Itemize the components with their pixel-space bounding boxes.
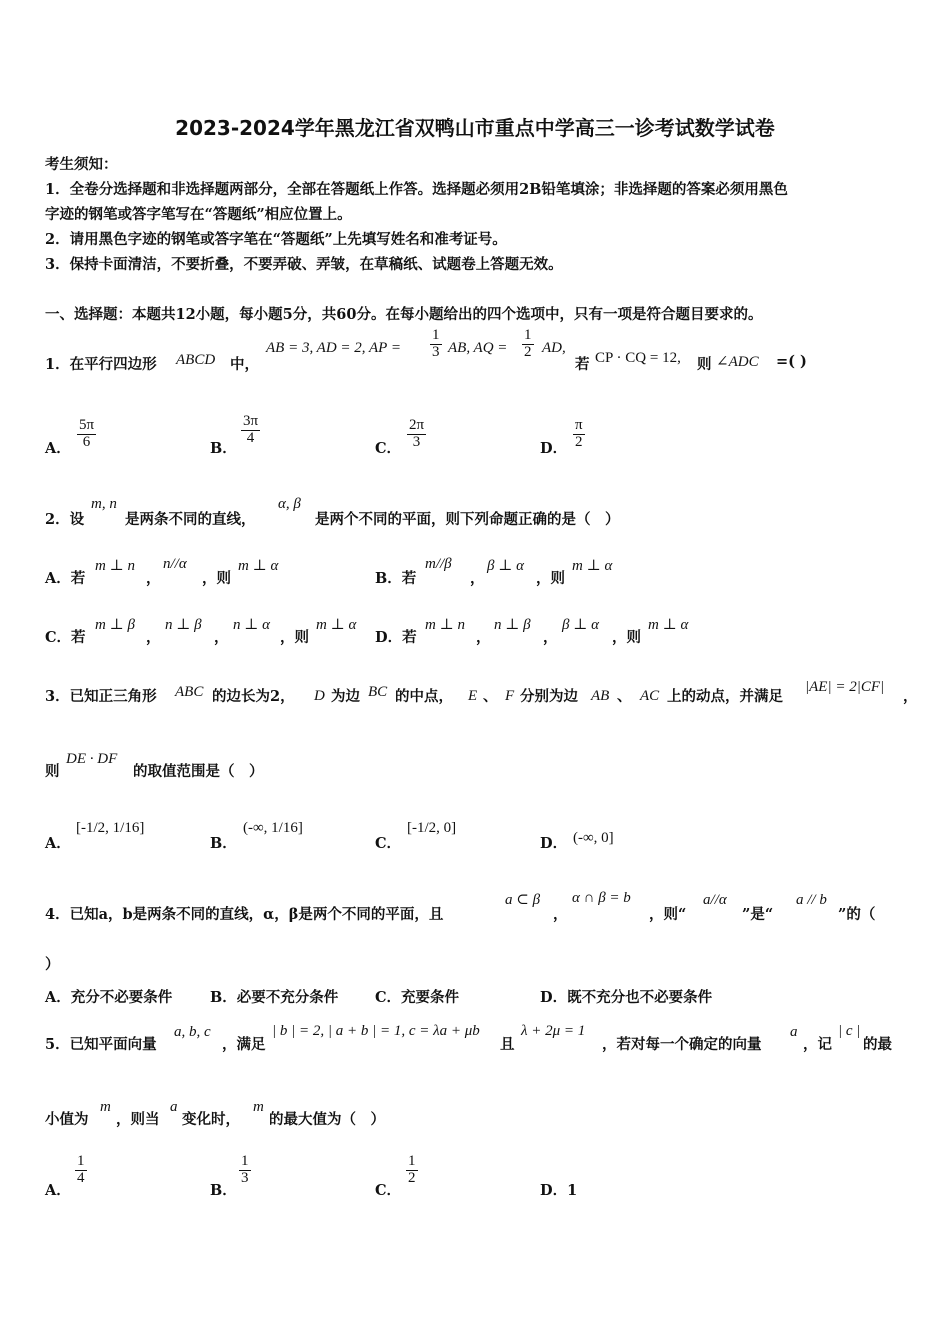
q3-stem-1: 3．已知正三角形: [45, 688, 157, 705]
q2-a-comma-1: ，: [146, 570, 161, 587]
q3-ac: AC: [640, 688, 660, 704]
q1-option-c-label[interactable]: C．: [375, 440, 402, 457]
q3-option-c-value[interactable]: [-1/2, 0]: [407, 820, 457, 836]
notice-heading: 考生须知：: [45, 156, 118, 173]
q1-ruo: 若: [575, 356, 590, 373]
q2-c-then: ，则: [280, 629, 309, 646]
q2-c-comma-2: ，: [214, 629, 229, 646]
q2-b-math-1: m//β: [425, 556, 452, 572]
q5-stem-4: ，若对每一个确定的向量: [602, 1036, 762, 1053]
q4-option-d[interactable]: D．既不充分也不必要条件: [540, 989, 713, 1006]
q2-mn: m, n: [91, 496, 117, 512]
q5-option-b-label[interactable]: B．: [210, 1182, 237, 1199]
q3-stem-5: 、: [483, 688, 498, 705]
q3-condition: |AE| = 2|CF|: [805, 679, 885, 695]
q5-stem-7: 小值为: [45, 1111, 89, 1128]
q3-stem-6: 分别为边: [520, 688, 578, 705]
q5-abs-c: | c |: [838, 1023, 861, 1039]
q2-stem-b: 是两条不同的直线，: [125, 511, 256, 528]
q5-stem-2: ，满足: [222, 1036, 266, 1053]
q2-option-c[interactable]: C．若: [45, 629, 86, 646]
q1-option-a-value[interactable]: $\frac{5\pi}{6}$: [79, 417, 95, 450]
q5-option-d[interactable]: D．1: [540, 1182, 578, 1199]
q3-stem-9: ，: [903, 688, 918, 705]
q3-option-c-label[interactable]: C．: [375, 835, 402, 852]
q2-b-math-2: β ⊥ α: [487, 558, 524, 574]
q4-stem-4: ”是“: [742, 906, 774, 923]
q1-ze: 则: [697, 356, 712, 373]
page-title: 2023-2024学年黑龙江省双鸭山市重点中学高三一诊考试数学试卷: [175, 116, 775, 140]
q3-stem-11: 的取值范围是（ ）: [133, 763, 264, 780]
q4-math-2: α ∩ β = b: [572, 890, 631, 906]
q4-stem-5: ”的（: [838, 906, 876, 923]
q1-dot-condition: CP · CQ = 12,: [595, 350, 681, 366]
q2-d-comma-2: ，: [543, 629, 558, 646]
q1-cond-a: AB = 3, AD = 2, AP =: [266, 340, 401, 356]
notice-line-2: 2．请用黑色字迹的钢笔或答字笔在“答题纸”上先填写姓名和准考证号。: [45, 231, 507, 248]
q1-tail: =( ): [776, 353, 807, 370]
q4-math-4: a // b: [796, 892, 827, 908]
q2-a-math-3: m ⊥ α: [238, 558, 279, 574]
q4-math-1: a ⊂ β: [505, 892, 541, 908]
q2-option-d[interactable]: D．若: [375, 629, 417, 646]
notice-line-3: 3．保持卡面清洁，不要折叠，不要弄破、弄皱，在草稿纸、试题卷上答题无效。: [45, 256, 563, 273]
q3-option-d-label[interactable]: D．: [540, 835, 568, 852]
q2-d-then: ，则: [612, 629, 641, 646]
q5-a2: a: [170, 1099, 178, 1115]
q2-c-math-4: m ⊥ α: [316, 617, 357, 633]
q5-option-c-value[interactable]: $\frac{1}{2}$: [408, 1153, 416, 1186]
q3-ab: AB: [591, 688, 610, 704]
q1-fraction-2: $\frac{1}{2}$: [524, 327, 532, 360]
q3-bc: BC: [368, 684, 388, 700]
q3-option-b-label[interactable]: B．: [210, 835, 237, 852]
q2-d-math-2: n ⊥ β: [494, 617, 531, 633]
q3-dot-product: DE · DF: [66, 751, 118, 767]
q3-option-a-label[interactable]: A．: [45, 835, 71, 852]
q2-c-math-3: n ⊥ α: [233, 617, 270, 633]
q1-cond-b: AB, AQ =: [448, 340, 508, 356]
q2-d-comma-1: ，: [476, 629, 491, 646]
q5-option-a-value[interactable]: $\frac{1}{4}$: [77, 1153, 85, 1186]
q3-stem-10: 则: [45, 763, 60, 780]
q2-d-math-4: m ⊥ α: [648, 617, 689, 633]
q3-option-d-value[interactable]: (-∞, 0]: [573, 830, 614, 846]
q3-d: D: [314, 688, 325, 704]
q5-condition: | b | = 2, | a + b | = 1, c = λa + μb: [272, 1023, 480, 1039]
q4-option-a[interactable]: A．充分不必要条件: [45, 989, 173, 1006]
q3-f: F: [505, 688, 515, 704]
q5-stem-10: 的最大值为（ ）: [269, 1111, 385, 1128]
q2-b-comma-1: ，: [470, 570, 485, 587]
q5-stem-3: 且: [500, 1036, 515, 1053]
q4-stem-2: ，: [553, 906, 568, 923]
q3-option-a-value[interactable]: [-1/2, 1/16]: [76, 820, 145, 836]
q1-option-d-value[interactable]: $\frac{\pi}{2}$: [575, 417, 583, 450]
q2-option-a[interactable]: A．若: [45, 570, 86, 587]
q1-option-c-value[interactable]: $\frac{2\pi}{3}$: [409, 417, 425, 450]
q1-abcd: ABCD: [176, 352, 216, 368]
q5-option-c-label[interactable]: C．: [375, 1182, 402, 1199]
q3-stem-3: 为边: [331, 688, 360, 705]
q4-math-3: a//α: [703, 892, 727, 908]
q2-b-then: ，则: [536, 570, 565, 587]
q5-condition-2: λ + 2μ = 1: [521, 1023, 586, 1039]
q5-m: m: [100, 1099, 111, 1115]
q4-option-c[interactable]: C．充要条件: [375, 989, 460, 1006]
q4-stem-1: 4．已知a，b是两条不同的直线，α，β是两个不同的平面，且: [45, 906, 444, 923]
q2-stem-c: 是两个不同的平面，则下列命题正确的是（ ）: [315, 511, 620, 528]
q2-c-math-2: n ⊥ β: [165, 617, 202, 633]
q1-option-a-label[interactable]: A．: [45, 440, 71, 457]
q1-option-d-label[interactable]: D．: [540, 440, 568, 457]
q5-stem-6: 的最: [863, 1036, 892, 1053]
q1-zhong: 中，: [230, 356, 259, 373]
q2-c-math-1: m ⊥ β: [95, 617, 135, 633]
q2-d-math-3: β ⊥ α: [562, 617, 599, 633]
q1-fraction-1: $\frac{1}{3}$: [432, 327, 440, 360]
q5-option-b-value[interactable]: $\frac{1}{3}$: [241, 1153, 249, 1186]
q5-stem-5: ，记: [803, 1036, 832, 1053]
q2-option-b[interactable]: B．若: [375, 570, 417, 587]
q4-stem-6: ）: [45, 956, 60, 973]
q3-stem-4: 的中点，: [395, 688, 453, 705]
q4-stem-3: ，则“: [649, 906, 687, 923]
q5-vectors: a, b, c: [174, 1024, 211, 1040]
q3-stem-8: 上的动点，并满足: [667, 688, 783, 705]
q5-a: a: [790, 1024, 798, 1040]
q1-stem: 1．在平行四边形: [45, 356, 157, 373]
q1-option-b-value[interactable]: $\frac{3\pi}{4}$: [243, 413, 259, 446]
q5-m2: m: [253, 1099, 264, 1115]
q2-alpha-beta: α, β: [278, 496, 301, 512]
q1-angle: ∠ADC: [716, 354, 759, 370]
q3-e: E: [468, 688, 478, 704]
q1-cond-c: AD,: [542, 340, 566, 356]
q3-stem-2: 的边长为2，: [212, 688, 295, 705]
q5-stem-8: ，则当: [116, 1111, 160, 1128]
q1-option-b-label[interactable]: B．: [210, 440, 237, 457]
q3-abc: ABC: [175, 684, 204, 700]
q3-stem-7: 、: [617, 688, 632, 705]
q2-d-math-1: m ⊥ n: [425, 617, 465, 633]
section-heading: 一、选择题：本题共12小题，每小题5分，共60分。在每小题给出的四个选项中，只有一项是符合题目要求的。: [45, 306, 763, 323]
notice-line-1b: 字迹的钢笔或答字笔写在“答题纸”相应位置上。: [45, 206, 352, 223]
q3-option-b-value[interactable]: (-∞, 1/16]: [243, 820, 303, 836]
q4-option-b[interactable]: B．必要不充分条件: [210, 989, 339, 1006]
notice-line-1a: 1．全卷分选择题和非选择题两部分，全部在答题纸上作答。选择题必须用2B铅笔填涂；非选择题的答案必须用黑色: [45, 181, 788, 198]
q5-stem-9: 变化时，: [182, 1111, 240, 1128]
q2-a-then: ，则: [202, 570, 231, 587]
q5-option-a-label[interactable]: A．: [45, 1182, 71, 1199]
q2-b-math-3: m ⊥ α: [572, 558, 613, 574]
q5-stem-1: 5．已知平面向量: [45, 1036, 157, 1053]
q2-stem-a: 2．设: [45, 511, 85, 528]
q2-a-math-2: n//α: [163, 556, 187, 572]
q2-a-math-1: m ⊥ n: [95, 558, 135, 574]
q2-c-comma-1: ，: [146, 629, 161, 646]
